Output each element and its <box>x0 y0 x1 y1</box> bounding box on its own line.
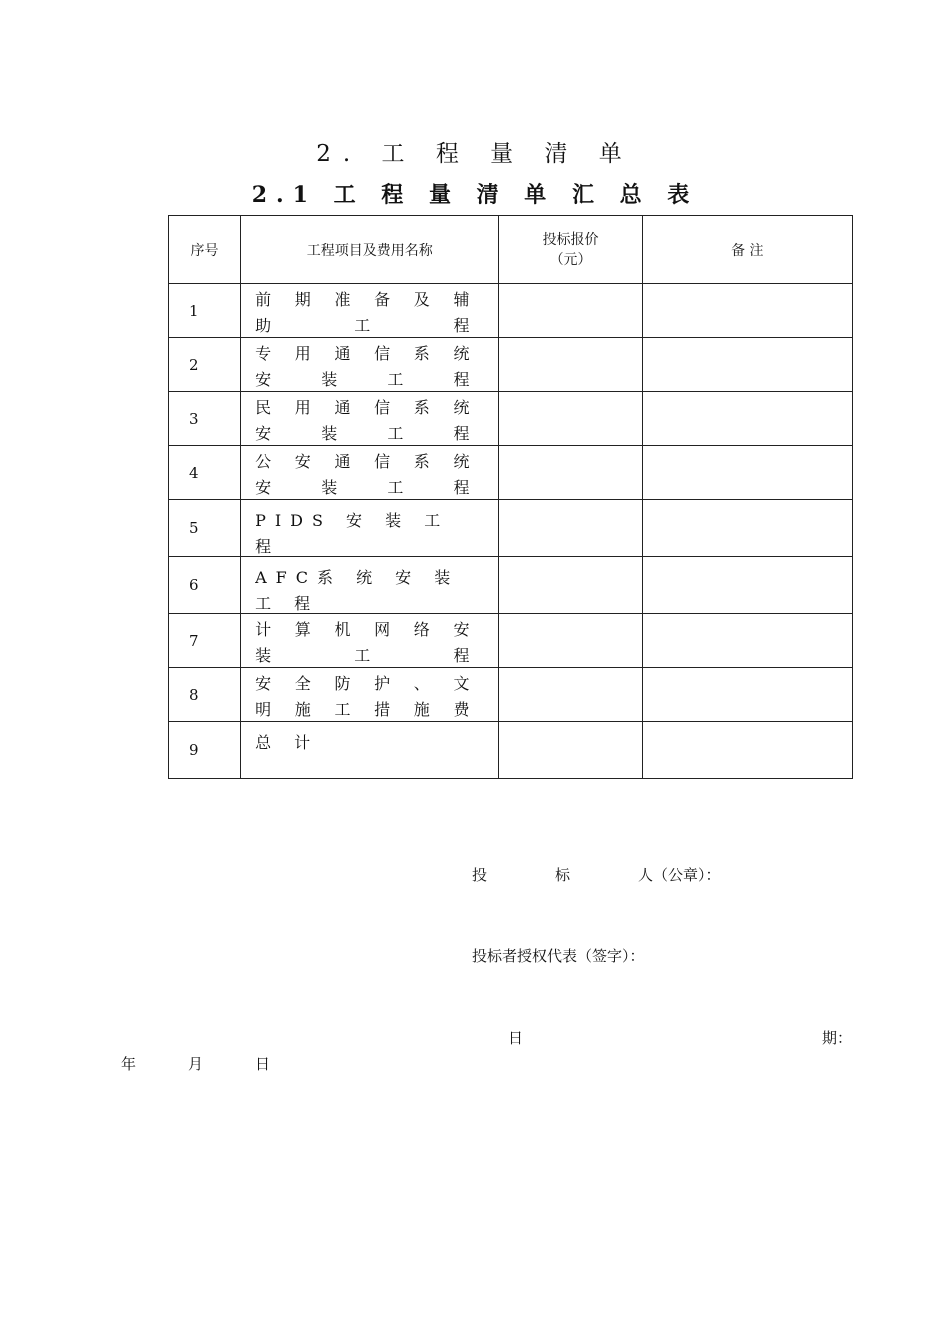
row-no: 6 <box>169 557 241 614</box>
row-name: AFC系 统 安 装 工 程 <box>255 568 460 613</box>
row-no: 7 <box>169 614 241 668</box>
bidder-seal-line <box>472 864 721 885</box>
row-remark-cell[interactable] <box>642 668 852 722</box>
row-remark-cell[interactable] <box>642 614 852 668</box>
date-year: 年 <box>121 1055 137 1073</box>
row-remark-cell[interactable] <box>642 338 852 392</box>
row-price-cell[interactable] <box>499 722 642 779</box>
row-name: 前 期 准 备 及 辅 助 工 程 <box>255 289 479 335</box>
row-price-cell[interactable] <box>499 668 642 722</box>
table-row <box>169 557 853 614</box>
document-title: 2. 工 程 量 清 单 <box>316 141 634 167</box>
row-no: 3 <box>169 392 241 446</box>
row-price-cell[interactable] <box>499 392 642 446</box>
bidder-label-a: 投 <box>472 866 488 884</box>
row-price-cell[interactable] <box>499 500 642 557</box>
row-no: 8 <box>169 668 241 722</box>
header-remark: 备 注 <box>642 216 852 284</box>
table-row <box>169 392 853 446</box>
row-price-cell[interactable] <box>499 284 642 338</box>
header-price-line2: （元） <box>549 251 592 268</box>
header-price <box>499 216 642 284</box>
row-remark-cell[interactable] <box>642 722 852 779</box>
representative-signature-label: 投标者授权代表（签字）： <box>472 947 645 965</box>
table-row <box>169 446 853 500</box>
table-row <box>169 614 853 668</box>
table-row <box>169 668 853 722</box>
date-day: 日 <box>255 1055 271 1073</box>
quantity-summary-table <box>168 215 853 779</box>
row-no: 2 <box>169 338 241 392</box>
row-no: 9 <box>169 722 241 779</box>
date-colon: 期： <box>822 1029 853 1047</box>
bidder-label-c: 人（公章）： <box>638 866 721 884</box>
table-title: 2.1 工 程 量 清 单 汇 总 表 <box>251 182 699 208</box>
row-remark-cell[interactable] <box>642 500 852 557</box>
row-remark-cell[interactable] <box>642 446 852 500</box>
row-name: PIDS 安 装 工 程 <box>255 511 450 556</box>
date-month: 月 <box>188 1055 204 1073</box>
row-remark-cell[interactable] <box>642 557 852 614</box>
bidder-label-b: 标 <box>555 866 571 884</box>
table-row <box>169 338 853 392</box>
header-no: 序号 <box>169 216 241 284</box>
table-row <box>169 284 853 338</box>
table-row <box>169 722 853 779</box>
header-price-line1: 投标报价 <box>542 231 599 248</box>
row-name: 公 安 通 信 系 统 安 装 工 程 <box>255 451 479 497</box>
row-price-cell[interactable] <box>499 338 642 392</box>
row-name: 总 计 <box>255 733 320 752</box>
row-price-cell[interactable] <box>499 446 642 500</box>
row-no: 5 <box>169 500 241 557</box>
row-no: 4 <box>169 446 241 500</box>
row-price-cell[interactable] <box>499 614 642 668</box>
row-remark-cell[interactable] <box>642 284 852 338</box>
row-no: 1 <box>169 284 241 338</box>
row-name: 计 算 机 网 络 安 装 工 程 <box>255 619 479 665</box>
header-name: 工程项目及费用名称 <box>241 216 499 284</box>
row-name: 安 全 防 护 、 文 明 施 工 措 施 费 <box>255 673 479 719</box>
table-row <box>169 500 853 557</box>
row-price-cell[interactable] <box>499 557 642 614</box>
date-label: 日 <box>508 1029 524 1047</box>
row-remark-cell[interactable] <box>642 392 852 446</box>
row-name: 民 用 通 信 系 统 安 装 工 程 <box>255 397 479 443</box>
table-header-row <box>169 216 853 284</box>
date-fields <box>121 1053 322 1074</box>
row-name: 专 用 通 信 系 统 安 装 工 程 <box>255 343 479 389</box>
